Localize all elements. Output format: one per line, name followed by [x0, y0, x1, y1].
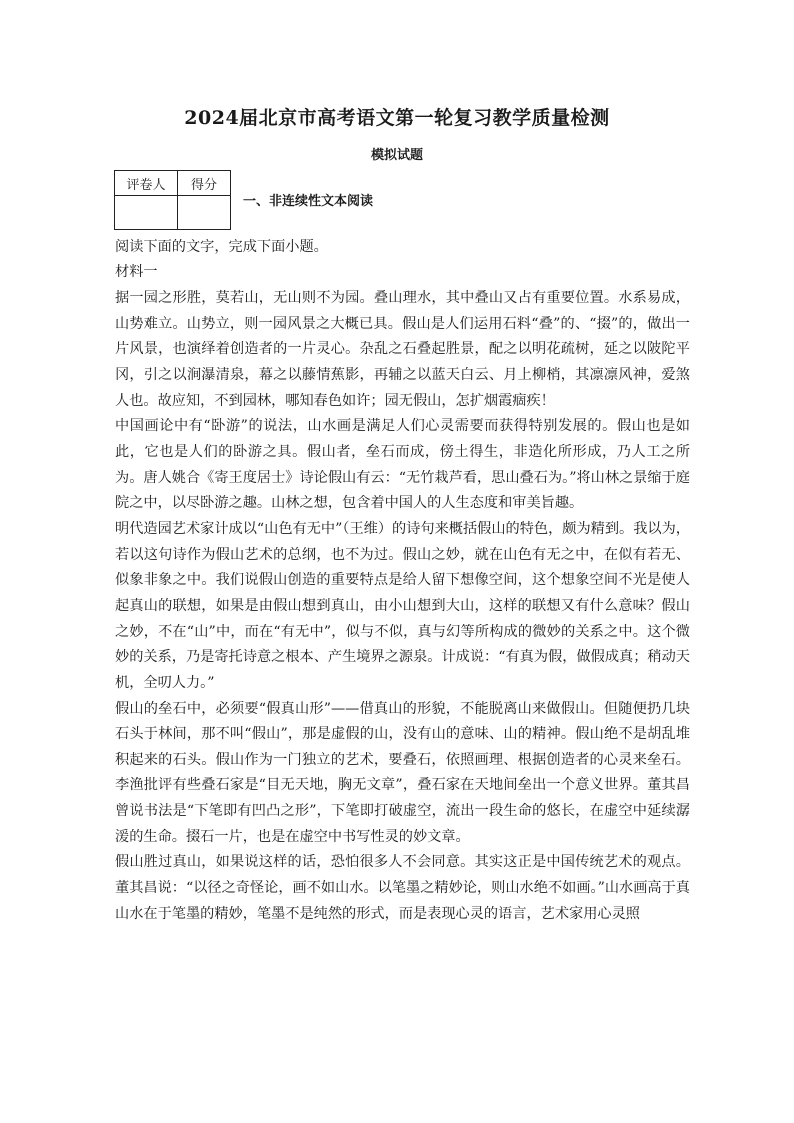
- page-subtitle: 模拟试题: [370, 148, 423, 163]
- grader-cell: [115, 196, 178, 230]
- passage-paragraph-3: 明代造园艺术家计成以“山色有无中”（王维）的诗句来概括假山的特色，颇为精到。我以为，若以这句诗作为假山艺术的总纲，也不为过。假山之妙，就在山色有无之中，在似有若无、似象非象之中。我们说假山创造的重要特点是给人留下想像空间，这个想象空间不光是使人起真山的联想，如果是由假山想到真山，由小山想到大山，这样的联想又有什么意味？假山之妙，不在“山”中，而在“有无中”，似与不似，真与幻等所构成的微妙的关系之中。这个微妙的关系，乃是寄托诗意之根本、产生境界之源泉。计成说：“有真为假，做假成真；稍动天机，全叨人力。”: [115, 520, 690, 691]
- grader-header: 评卷人: [115, 171, 178, 196]
- material-label: 材料一: [115, 264, 158, 280]
- score-cell: [178, 196, 231, 230]
- passage-paragraph-2: 中国画论中有“卧游”的说法，山水画是满足人们心灵需要而获得特别发展的。假山也是如此，它也是人们的卧游之具。假山者，垒石而成，傍土得生，非造化所形成，乃人工之所为。唐人姚合《寄王度居士》诗论假山有云：“无竹栽芦看，思山叠石为。”将山林之景缩于庭院之中，以尽卧游之趣。山林之想，包含着中国人的人生态度和审美旨趣。: [115, 418, 690, 512]
- instruction-text: 阅读下面的文字，完成下面小题。: [115, 239, 328, 255]
- score-header: 得分: [178, 171, 231, 196]
- reading-passage: [115, 286, 690, 927]
- score-table: [114, 170, 231, 230]
- section-heading: 一、非连续性文本阅读: [243, 194, 374, 209]
- passage-paragraph-5: 假山胜过真山，如果说这样的话，恐怕很多人不会同意。其实这正是中国传统艺术的观点。董其昌说：“以径之奇怪论，画不如山水。以笔墨之精妙论，则山水绝不如画。”山水画高于真山水在于笔墨的精妙，笔墨不是纯然的形式，而是表现心灵的语言，艺术家用心灵照: [115, 854, 690, 922]
- page-title: 2024届北京市高考语文第一轮复习教学质量检测: [184, 107, 610, 129]
- passage-paragraph-4: 假山的垒石中，必须要“假真山形”——借真山的形貌，不能脱离山来做假山。但随便扔几块石头于林间，那不叫“假山”，那是虚假的山，没有山的意味、山的精神。假山绝不是胡乱堆积起来的石头。假山作为一门独立的艺术，要叠石，依照画理、根据创造者的心灵来垒石。李渔批评有些叠石家是“目无天地，胸无文章”，叠石家在天地间垒出一个意义世界。董其昌曾说书法是“下笔即有凹凸之形”，下笔即打破虚空，流出一段生命的悠长，在虚空中延续潺湲的生命。掇石一片，也是在虚空中书写性灵的妙文章。: [115, 700, 690, 845]
- passage-paragraph-1: 据一园之形胜，莫若山，无山则不为园。叠山理水，其中叠山又占有重要位置。水系易成，山势难立。山势立，则一园风景之大概已具。假山是人们运用石料“叠”的、“掇”的，做出一片风景，也演绎着创造者的一片灵心。杂乱之石叠起胜景，配之以明花疏树，延之以陂陀平冈，引之以涧瀑清泉，幕之以藤情蕉影，再辅之以蓝天白云、月上柳梢，其凛凛风神，爱煞人也。故应知，不到园林，哪知春色如许；园无假山，怎扩烟霞痼疾！: [115, 290, 690, 409]
